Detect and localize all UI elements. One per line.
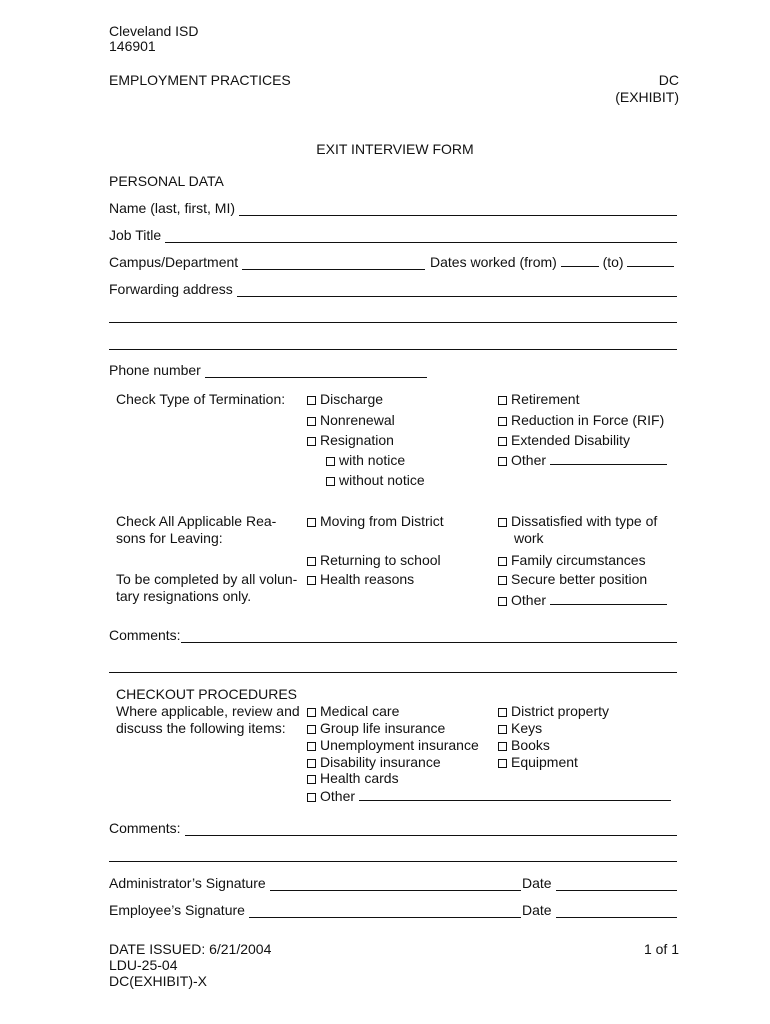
checkbox-medical-care[interactable] xyxy=(307,703,399,719)
checkbox-icon[interactable] xyxy=(326,457,335,466)
option-label: Health reasons xyxy=(320,571,415,587)
checkbox-keys[interactable] xyxy=(498,720,542,736)
reasons-label-1: Check All Applicable Rea- xyxy=(116,513,277,529)
checkbox-icon[interactable] xyxy=(498,708,507,717)
option-label: Secure better position xyxy=(511,571,648,587)
checkbox-extended-disability[interactable] xyxy=(498,432,630,448)
date-issued: DATE ISSUED: 6/21/2004 xyxy=(109,941,272,957)
option-label: Health cards xyxy=(320,770,399,786)
checkbox-icon[interactable] xyxy=(307,775,316,784)
dissatisfied-label-2: work xyxy=(514,530,544,546)
admin-date-field[interactable] xyxy=(522,875,677,891)
checkbox-unemployment[interactable] xyxy=(307,737,479,753)
name-line[interactable] xyxy=(239,201,677,216)
ldu-number: LDU-25-04 xyxy=(109,957,178,973)
admin-date-line[interactable] xyxy=(556,876,677,891)
option-label: Dissatisfied with type of xyxy=(511,513,658,529)
job-title-label: Job Title xyxy=(109,227,162,243)
admin-signature-field[interactable] xyxy=(109,875,521,891)
form-title: EXIT INTERVIEW FORM xyxy=(316,141,474,157)
admin-signature-label: Administrator’s Signature xyxy=(109,875,266,891)
checkbox-resignation[interactable] xyxy=(307,432,394,448)
checkbox-icon[interactable] xyxy=(307,708,316,717)
forwarding-address-line[interactable] xyxy=(237,282,677,297)
employee-date-label: Date xyxy=(522,902,552,918)
checkbox-reasons-other[interactable] xyxy=(498,592,667,608)
option-label: Books xyxy=(511,737,550,753)
checkbox-icon[interactable] xyxy=(307,725,316,734)
checkbox-without-notice[interactable] xyxy=(326,472,425,488)
checkbox-district-property[interactable] xyxy=(498,703,609,719)
checkbox-rif[interactable] xyxy=(498,412,664,428)
dates-to-line[interactable] xyxy=(627,254,674,267)
checkbox-books[interactable] xyxy=(498,737,550,753)
policy-code: DC xyxy=(658,72,679,88)
job-title-line[interactable] xyxy=(165,228,677,243)
admin-signature-line[interactable] xyxy=(270,876,521,891)
option-label: Equipment xyxy=(511,754,578,770)
option-label: Family circumstances xyxy=(511,552,646,568)
policy-code-sub: (EXHIBIT) xyxy=(615,89,679,105)
reasons-note-1: To be completed by all volun- xyxy=(116,571,298,587)
checkbox-icon[interactable] xyxy=(498,576,507,585)
checkbox-returning-school[interactable] xyxy=(307,552,441,568)
employee-signature-label: Employee’s Signature xyxy=(109,902,245,918)
campus-label: Campus/Department xyxy=(109,254,239,270)
dates-from-line[interactable] xyxy=(561,254,599,267)
name-label: Name (last, first, MI) xyxy=(109,200,236,216)
checkbox-icon[interactable] xyxy=(307,417,316,426)
district-number: 146901 xyxy=(109,38,156,54)
checkbox-icon[interactable] xyxy=(498,725,507,734)
checkbox-dissatisfied[interactable] xyxy=(498,513,657,529)
employee-signature-line[interactable] xyxy=(249,903,521,918)
checkbox-family[interactable] xyxy=(498,552,646,568)
comments-field-2[interactable] xyxy=(109,820,677,836)
personal-data-heading: PERSONAL DATA xyxy=(109,173,224,189)
district-name: Cleveland ISD xyxy=(109,23,199,39)
checkbox-icon[interactable] xyxy=(307,557,316,566)
option-label: Returning to school xyxy=(320,552,441,568)
checkbox-icon[interactable] xyxy=(498,557,507,566)
checkbox-health-reasons[interactable] xyxy=(307,571,414,587)
checkbox-retirement[interactable] xyxy=(498,391,579,407)
option-label: Reduction in Force (RIF) xyxy=(511,412,665,428)
checkbox-icon[interactable] xyxy=(498,518,507,527)
employee-date-field[interactable] xyxy=(522,902,677,918)
comments-line-1[interactable] xyxy=(181,628,677,643)
reasons-label-2: sons for Leaving: xyxy=(116,530,223,546)
checkbox-icon[interactable] xyxy=(307,518,316,527)
reasons-note-2: tary resignations only. xyxy=(116,588,252,604)
campus-line[interactable] xyxy=(242,255,425,270)
checkbox-nonrenewal[interactable] xyxy=(307,412,395,428)
option-label: District property xyxy=(511,703,610,719)
option-label: Other xyxy=(511,592,547,608)
option-label: Keys xyxy=(511,720,543,736)
option-label: Other xyxy=(511,452,547,468)
reasons-other-line[interactable] xyxy=(550,592,667,605)
checkbox-better-position[interactable] xyxy=(498,571,647,587)
phone-field[interactable] xyxy=(109,362,427,378)
checkbox-icon[interactable] xyxy=(498,437,507,446)
comments-field-1[interactable] xyxy=(109,627,677,643)
dates-worked-field[interactable] xyxy=(430,254,674,270)
phone-label: Phone number xyxy=(109,362,201,378)
checkout-desc-1: Where applicable, review and xyxy=(116,703,300,719)
footer-code: DC(EXHIBIT)-X xyxy=(109,973,207,989)
forwarding-address-field[interactable] xyxy=(109,281,677,297)
option-label: Discharge xyxy=(320,391,384,407)
checkbox-icon[interactable] xyxy=(307,396,316,405)
comments-label-1: Comments: xyxy=(109,627,181,643)
phone-line[interactable] xyxy=(205,363,427,378)
checkbox-icon[interactable] xyxy=(307,437,316,446)
checkbox-discharge[interactable] xyxy=(307,391,383,407)
option-label: Resignation xyxy=(320,432,394,448)
comments-line-1b[interactable] xyxy=(109,672,677,673)
checkbox-moving[interactable] xyxy=(307,513,444,529)
checkbox-icon[interactable] xyxy=(498,396,507,405)
option-label: Disability insurance xyxy=(320,754,441,770)
comments-line-2b[interactable] xyxy=(109,861,677,862)
forwarding-address-line-2[interactable] xyxy=(109,322,677,323)
option-label: with notice xyxy=(339,452,406,468)
termination-other-line[interactable] xyxy=(550,452,667,465)
checkbox-group-life[interactable] xyxy=(307,720,445,736)
forwarding-address-line-3[interactable] xyxy=(109,349,677,350)
option-label: Nonrenewal xyxy=(320,412,395,428)
option-label: Group life insurance xyxy=(320,720,446,736)
option-label: Unemployment insurance xyxy=(320,737,479,753)
checkout-other-line[interactable] xyxy=(359,788,671,801)
admin-date-label: Date xyxy=(522,875,552,891)
checkbox-checkout-other[interactable] xyxy=(307,788,671,804)
checkbox-icon[interactable] xyxy=(307,576,316,585)
page-number: 1 of 1 xyxy=(643,941,679,957)
campus-field[interactable] xyxy=(109,254,425,270)
checkbox-icon[interactable] xyxy=(307,742,316,751)
checkbox-icon[interactable] xyxy=(498,417,507,426)
option-label: Moving from District xyxy=(320,513,444,529)
dates-worked-label: Dates worked (from) xyxy=(430,254,557,270)
option-label: Medical care xyxy=(320,703,400,719)
checkbox-disability-insurance[interactable] xyxy=(307,754,441,770)
employee-date-line[interactable] xyxy=(556,903,677,918)
job-title-field[interactable] xyxy=(109,227,677,243)
option-label: Other xyxy=(320,788,356,804)
checkbox-icon[interactable] xyxy=(326,477,335,486)
checkbox-icon[interactable] xyxy=(498,597,507,606)
checkbox-icon[interactable] xyxy=(498,457,507,466)
checkbox-icon[interactable] xyxy=(307,793,316,802)
checkout-heading: CHECKOUT PROCEDURES xyxy=(116,686,297,702)
section-title: EMPLOYMENT PRACTICES xyxy=(109,72,291,88)
comments-label-2: Comments: xyxy=(109,820,181,836)
name-field[interactable] xyxy=(109,200,677,216)
checkbox-with-notice[interactable] xyxy=(326,452,405,468)
checkbox-termination-other[interactable] xyxy=(498,452,667,468)
forwarding-address-label: Forwarding address xyxy=(109,281,233,297)
option-label: Retirement xyxy=(511,391,580,407)
option-label: Extended Disability xyxy=(511,432,631,448)
termination-label: Check Type of Termination: xyxy=(116,391,286,407)
checkbox-equipment[interactable] xyxy=(498,754,578,770)
option-label: without notice xyxy=(339,472,425,488)
employee-signature-field[interactable] xyxy=(109,902,521,918)
checkout-desc-2: discuss the following items: xyxy=(116,720,286,736)
checkbox-health-cards[interactable] xyxy=(307,770,399,786)
checkbox-icon[interactable] xyxy=(498,742,507,751)
checkbox-icon[interactable] xyxy=(498,759,507,768)
dates-to-label: (to) xyxy=(602,254,624,270)
comments-line-2[interactable] xyxy=(185,821,677,836)
checkbox-icon[interactable] xyxy=(307,759,316,768)
